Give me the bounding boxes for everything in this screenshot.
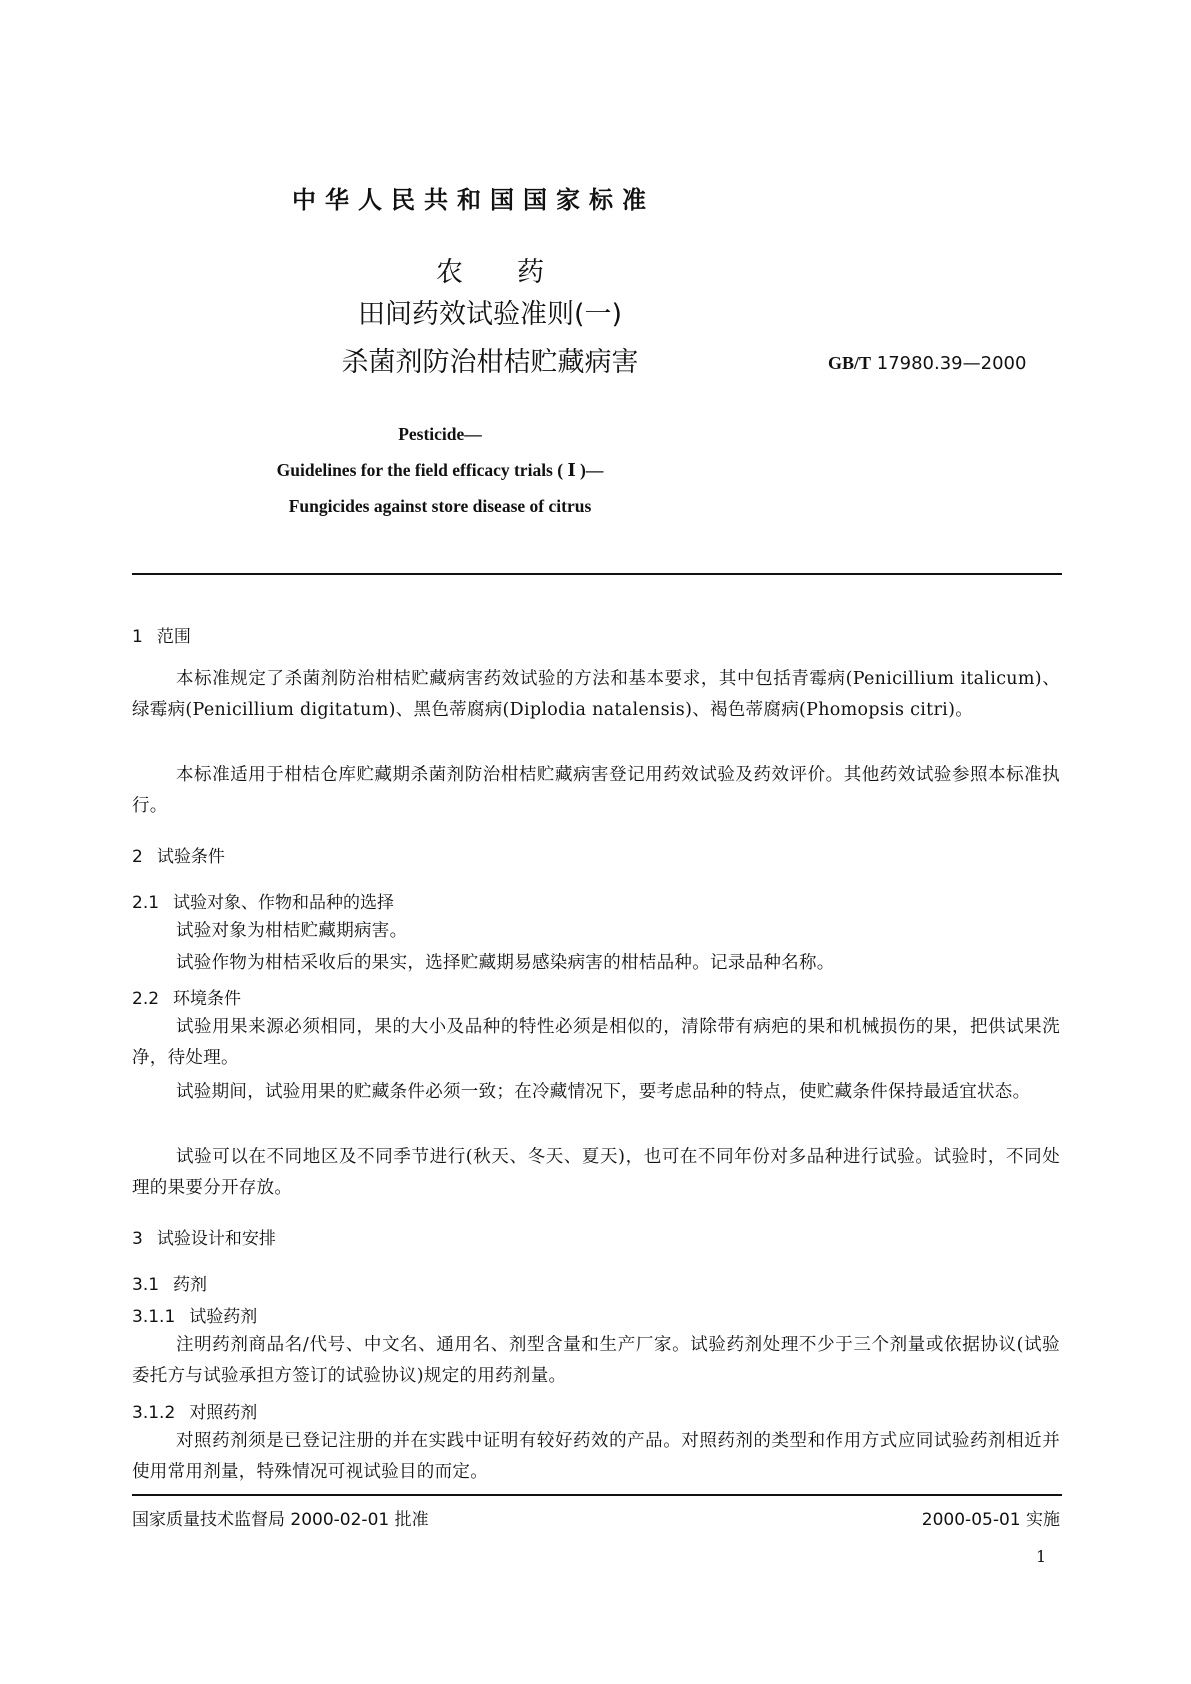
section-2-2-paragraph-2: 试验期间，试验用果的贮藏条件必须一致；在冷藏情况下，要考虑品种的特点，使贮藏条件保持最适宜状态。 <box>176 1082 1031 1102</box>
section-2-2-paragraph-3: 试验可以在不同地区及不同季节进行(秋天、冬天、夏天)，也可在不同年份对多品种进行试验。试验时，不同处理的果要分开存放。 <box>132 1147 1060 1198</box>
english-title-line-1: Pesticide— <box>398 424 482 444</box>
national-standard-heading: 中华人民共和国国家标准 <box>292 186 655 214</box>
standard-code-number: 17980.39—2000 <box>876 353 1027 374</box>
section-1-paragraph-2: 本标准适用于柑桔仓库贮藏期杀菌剂防治柑桔贮藏病害登记用药效试验及药效评价。其他药效试验参照本标准执行。 <box>132 765 1060 816</box>
approval-text: 国家质量技术监督局 2000-02-01 批准 <box>132 1510 429 1530</box>
section-number: 3.1 <box>132 1275 160 1295</box>
section-number: 2 <box>132 847 143 867</box>
section-2-2-heading <box>132 984 241 1009</box>
section-title: 试验药剂 <box>189 1307 258 1327</box>
section-3-1-2-paragraph-1: 对照药剂须是已登记注册的并在实践中证明有较好药效的产品。对照药剂的类型和作用方式应同试验药剂相近并使用常用剂量，特殊情况可视试验目的而定。 <box>132 1431 1060 1482</box>
title-line-3: 杀菌剂防治柑桔贮藏病害 <box>341 347 639 378</box>
section-title: 药剂 <box>173 1275 208 1295</box>
section-2-2-paragraph-1: 试验用果来源必须相同，果的大小及品种的特性必须是相似的，清除带有病疤的果和机械损伤的果，把供试果洗净，待处理。 <box>132 1017 1060 1068</box>
section-number: 2.2 <box>132 989 160 1009</box>
title-line-2: 田间药效试验准则(一) <box>357 299 623 330</box>
section-2-heading <box>132 842 225 867</box>
title-line-1: 农 药 <box>436 257 544 288</box>
standard-code-prefix: GB/T <box>828 353 872 373</box>
section-number: 2.1 <box>132 893 160 913</box>
english-title-line-3: Fungicides against store disease of citrus <box>288 496 592 516</box>
section-3-1-2-heading <box>132 1398 257 1423</box>
english-title-line-2: Guidelines for the field efficacy trials ( Ⅰ )— <box>276 460 604 480</box>
section-3-1-1-heading <box>132 1302 257 1327</box>
section-number: 1 <box>132 627 143 647</box>
section-3-1-heading <box>132 1270 207 1295</box>
section-title: 试验对象、作物和品种的选择 <box>173 893 395 913</box>
section-1-heading <box>132 622 191 647</box>
page-number: 1 <box>1036 1547 1047 1566</box>
section-2-1-paragraph-1: 试验对象为柑桔贮藏期病害。 <box>176 921 408 941</box>
section-title: 试验设计和安排 <box>156 1229 276 1249</box>
section-number: 3.1.2 <box>132 1403 176 1423</box>
standard-code <box>828 353 1026 374</box>
section-number: 3.1.1 <box>132 1307 176 1327</box>
section-3-heading <box>132 1224 276 1249</box>
section-3-1-1-paragraph-1: 注明药剂商品名/代号、中文名、通用名、剂型含量和生产厂家。试验药剂处理不少于三个剂量或依据协议(试验委托方与试验承担方签订的试验协议)规定的用药剂量。 <box>132 1335 1060 1386</box>
section-2-1-paragraph-2: 试验作物为柑桔采收后的果实，选择贮藏期易感染病害的柑桔品种。记录品种名称。 <box>176 953 835 973</box>
section-title: 试验条件 <box>156 847 225 867</box>
section-title: 环境条件 <box>173 989 242 1009</box>
section-title: 对照药剂 <box>189 1403 258 1423</box>
section-number: 3 <box>132 1229 143 1249</box>
header-divider <box>132 573 1062 575</box>
section-1-paragraph-1: 本标准规定了杀菌剂防治柑桔贮藏病害药效试验的方法和基本要求，其中包括青霉病(Penicillium italicum)、绿霉病(Penicillium digitatum)、黑色蒂腐病(Diplodia natalensis)、褐色蒂腐病(Phomopsis citri)。 <box>132 669 1060 720</box>
footer-divider <box>132 1494 1062 1496</box>
section-title: 范围 <box>156 627 191 647</box>
section-2-1-heading <box>132 888 394 913</box>
implementation-text: 2000-05-01 实施 <box>921 1510 1060 1530</box>
